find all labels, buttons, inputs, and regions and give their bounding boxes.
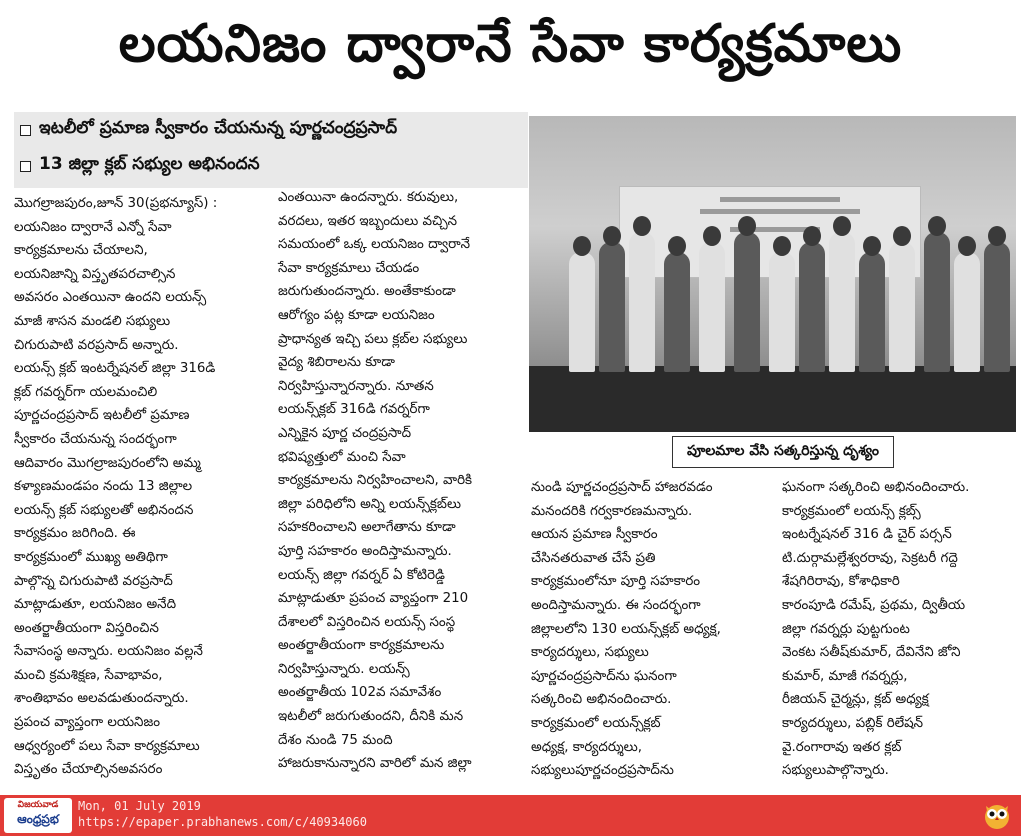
article-line: కార్యక్రమంలో ముఖ్య అతిథిగా <box>14 549 168 565</box>
person-figure <box>799 242 825 372</box>
article-line: జరుగుతుందన్నారు. అంతేకాకుండా <box>278 284 456 300</box>
article-line: కార్యక్రమాలను చేయాలని, <box>14 243 148 259</box>
person-figure <box>984 242 1010 372</box>
person-head <box>928 216 946 236</box>
subheading-text: ఇటలీలో ప్రమాణ స్వీకారం చేయనున్న పూర్ణచంద్రప్రసాద్ <box>39 118 398 138</box>
article-line: జిల్లాలలోని 130 లయన్స్‌క్లబ్ అధ్యక్ష, <box>531 621 721 637</box>
person-head <box>893 226 911 246</box>
person-figure <box>924 232 950 372</box>
person-figure <box>569 252 595 372</box>
person-head <box>803 226 821 246</box>
news-photo <box>529 116 1016 432</box>
article-line: ఇంటర్నేషనల్ 316 డి చైర్ పర్సన్ <box>782 527 952 543</box>
article-line: కార్యక్రమం జరిగింది. ఈ <box>14 526 136 542</box>
article-line: చేసినతరువాత చేసే ప్రతి <box>531 550 656 566</box>
photo-caption: పూలమాల వేసి సత్కరిస్తున్న దృశ్యం <box>672 436 894 468</box>
article-line: మాజీ శాసన మండలి సభ్యులు <box>14 313 171 329</box>
article-line: జిల్లా గవర్నర్లు పుట్టగుంట <box>782 621 910 637</box>
article-line: అంతర్జాతీయంగా కార్యక్రమాలను <box>278 638 445 654</box>
newspaper-logo[interactable] <box>4 798 72 833</box>
article-line: సభ్యులుపాల్గొన్నారు. <box>782 763 889 779</box>
article-column-4 <box>782 476 1018 783</box>
person-figure <box>734 232 760 372</box>
article-line: అందిస్తామన్నారు. ఈ సందర్భంగా <box>531 597 701 613</box>
headline: లయనిజం ద్వారానే సేవా కార్యక్రమాలు <box>118 13 903 74</box>
article-line: సేవా కార్యక్రమాలు చేయడం <box>278 260 420 276</box>
person-head <box>703 226 721 246</box>
article-line: మనందరికి గర్వకారణమన్నారు. <box>531 503 693 519</box>
article-line: శాంతిభావం అలవడుతుందన్నారు. <box>14 691 189 707</box>
article-line: సేవాసంస్థ అన్నారు. లయనిజం వల్లనే <box>14 644 203 660</box>
article-line: సమయంలో ఒక్క లయనిజం ద్వారానే <box>278 237 471 253</box>
article-line: కార్యదర్శులు, సభ్యులు <box>531 645 649 661</box>
article-line: లయన్స్‌క్లబ్ 316డి గవర్నర్‌గా <box>278 402 430 418</box>
logo-name: ఆంధ్రప్రభ <box>17 812 59 826</box>
article-line: క్లబ్ గవర్నర్‌గా యలమంచిలి <box>14 384 158 400</box>
article-line: స్వీకారం చేయనున్న సందర్భంగా <box>14 431 177 447</box>
article-line: కార్యక్రమంలో లయన్స్ క్లబ్స్ <box>782 503 921 519</box>
person-figure <box>889 242 915 372</box>
article-line: అంతర్జాతీయ 102వ సమావేశం <box>278 685 442 701</box>
article-line: కుమార్, మాజీ గవర్నర్లు, <box>782 668 908 684</box>
footer-bar <box>0 795 1021 836</box>
person-figure <box>699 242 725 372</box>
article-line: ఘనంగా సత్కరించి అభినందించారు. <box>782 480 970 495</box>
article-line: మొగల్రాజపురం,జూన్ 30(ప్రభన్యూస్) : <box>14 196 218 211</box>
article-line: అవసరం ఎంతయినా ఉందని లయన్స్ <box>14 290 207 306</box>
article-line: మాట్లాడుతూ, లయనిజం అనేది <box>14 597 177 613</box>
article-line: హాజరుకానున్నారని వారిలో మన జిల్లా <box>278 756 472 772</box>
article-line: కారంపూడి రమేష్, ప్రథమ, ద్వితీయ <box>782 597 966 613</box>
person-head <box>603 226 621 246</box>
person-figure <box>599 242 625 372</box>
article-line: సహకరించాలని అలాగేతాను కూడా <box>278 520 456 536</box>
person-head <box>633 216 651 236</box>
stage-floor <box>529 366 1016 432</box>
person-figure <box>859 252 885 372</box>
article-line: ఆదివారం మొగల్రాజపురంలోని అమ్మ <box>14 455 201 471</box>
article-line: ఆధ్వర్యంలో పలు సేవా కార్యక్రమాలు <box>14 738 200 754</box>
article-line: దేశాలలో విస్తరించిన లయన్స్ సంస్థ <box>278 614 456 630</box>
article-line: రీజియన్ చైర్మన్లు, క్లబ్ అధ్యక్ష <box>782 692 929 708</box>
article-line: ఆయన ప్రమాణ స్వీకారం <box>531 527 658 543</box>
person-figure <box>664 252 690 372</box>
article-line: వరదలు, ఇతర ఇబ్బందులు వచ్చిన <box>278 213 458 229</box>
article-line: దేశం నుండి 75 మంది <box>278 732 393 748</box>
person-head <box>988 226 1006 246</box>
person-head <box>773 236 791 256</box>
person-figure <box>829 232 855 372</box>
article-line: పూర్ణచంద్రప్రసాద్ ఇటలీలో ప్రమాణ <box>14 408 190 424</box>
article-line: నుండి పూర్ణచంద్రప్రసాద్ హాజరవడం <box>531 480 713 495</box>
checkbox-bullet-icon <box>20 161 31 172</box>
article-line: వైద్య శిబిరాలను కూడా <box>278 355 395 371</box>
article-line: ఎంతయినా ఉందన్నారు. కరువులు, <box>278 190 459 205</box>
article-line: కార్యదర్శులు, పబ్లిక్ రిలేషన్ <box>782 715 924 731</box>
article-line: లయనిజం ద్వారానే ఎన్నో సేవా <box>14 219 172 235</box>
article-line: శేషగిరిరావు, కోశాధికారి <box>782 574 900 590</box>
article-line: కళ్యాణమండపం నందు 13 జిల్లాల <box>14 479 193 495</box>
person-head <box>863 236 881 256</box>
epaper-url[interactable]: https://epaper.prabhanews.com/c/40934060 <box>78 815 367 829</box>
article-line: లయన్స్ క్లబ్ ఇంటర్నేషనల్ జిల్లా 316డి <box>14 361 216 377</box>
article-line: అధ్యక్ష, కార్యదర్శులు, <box>531 739 643 755</box>
person-head <box>833 216 851 236</box>
article-line: లయనిజాన్ని విస్తృతపరచాల్సిన <box>14 266 176 282</box>
article-line: కార్యక్రమంలో లయన్స్‌క్లబ్ <box>531 715 661 731</box>
article-line: పూర్ణచంద్రప్రసాద్‌ను ఘనంగా <box>531 668 677 684</box>
subheading <box>20 118 397 142</box>
person-head <box>573 236 591 256</box>
article-line: కార్యక్రమంలోనూ పూర్తి సహకారం <box>531 574 701 590</box>
article-line: విస్తృతం చేయాల్సినఅవసరం <box>14 762 163 778</box>
article-column-2 <box>278 186 522 776</box>
subheadings <box>14 112 528 188</box>
subheading-text: 13 జిల్లా క్లబ్ సభ్యుల అభినందన <box>39 154 260 174</box>
article-line: ప్రపంచ వ్యాప్తంగా లయనిజం <box>14 715 161 731</box>
article-line: వెంకట సతీష్‌కుమార్, దేవినేని జోని <box>782 645 961 661</box>
article-line: కార్యక్రమాలను నిర్వహించాలని, వారికి <box>278 473 473 489</box>
article-line: మాట్లాడుతూ ప్రపంచ వ్యాప్తంగా 210 <box>278 591 469 607</box>
article-line: మంచి క్రమశిక్షణ, సేవాభావం, <box>14 667 163 683</box>
owl-mascot-icon <box>982 800 1012 830</box>
article-line: టి.దుర్గామల్లేశ్వరరావు, సెక్రటరీ గద్దె <box>782 550 958 566</box>
article-line: జిల్లా పరిధిలోని అన్ని లయన్స్‌క్లబ్‌లు <box>278 496 462 512</box>
article-line: నిర్వహిస్తున్నారు. లయన్స్ <box>278 661 410 677</box>
article-line: ఆరోగ్యం పట్ల కూడా లయనిజం <box>278 307 435 323</box>
article-column-1 <box>14 192 262 782</box>
edition-date: Mon, 01 July 2019 <box>78 799 201 813</box>
person-head <box>958 236 976 256</box>
footer-info <box>78 798 367 830</box>
article-line: సభ్యులుపూర్ణచంద్రప్రసాద్‌ను <box>531 763 674 779</box>
article-line: లయన్స్ జిల్లా గవర్నర్ ఏ కోటిరెడ్డి <box>278 567 445 583</box>
person-figure <box>769 252 795 372</box>
article-line: అంతర్జాతీయంగా విస్తరించిన <box>14 620 159 636</box>
subheading <box>20 154 260 178</box>
article-line: నిర్వహిస్తున్నారన్నారు. నూతన <box>278 378 434 394</box>
article-line: పాల్గొన్న చిగురుపాటి వరప్రసాద్ <box>14 573 173 589</box>
article-line: పూర్తి సహకారం అందిస్తామన్నారు. <box>278 543 452 559</box>
article-line: భవిష్యత్తులో మంచి సేవా <box>278 449 406 465</box>
article-line: సత్కరించి అభినందించారు. <box>531 692 672 708</box>
checkbox-bullet-icon <box>20 125 31 136</box>
person-figure <box>954 252 980 372</box>
article-line: లయన్స్ క్లబ్ సభ్యులతో అభినందన <box>14 502 194 518</box>
person-figure <box>629 232 655 372</box>
person-head <box>738 216 756 236</box>
logo-edition: విజయవాడ <box>17 800 59 810</box>
article-line: ఎన్నికైన పూర్ణ చంద్రప్రసాద్ <box>278 425 412 441</box>
article-line: వై.రంగారావు ఇతర క్లబ్ <box>782 739 902 755</box>
article-line: చిగురుపాటి వరప్రసాద్ అన్నారు. <box>14 337 179 353</box>
article-line: ఇటలీలో జరుగుతుందని, దీనికి మన <box>278 709 464 725</box>
article-column-3 <box>531 476 771 783</box>
person-head <box>668 236 686 256</box>
article-line: ప్రాధాన్యత ఇచ్చి పలు క్లబ్‌ల సభ్యులు <box>278 331 468 347</box>
